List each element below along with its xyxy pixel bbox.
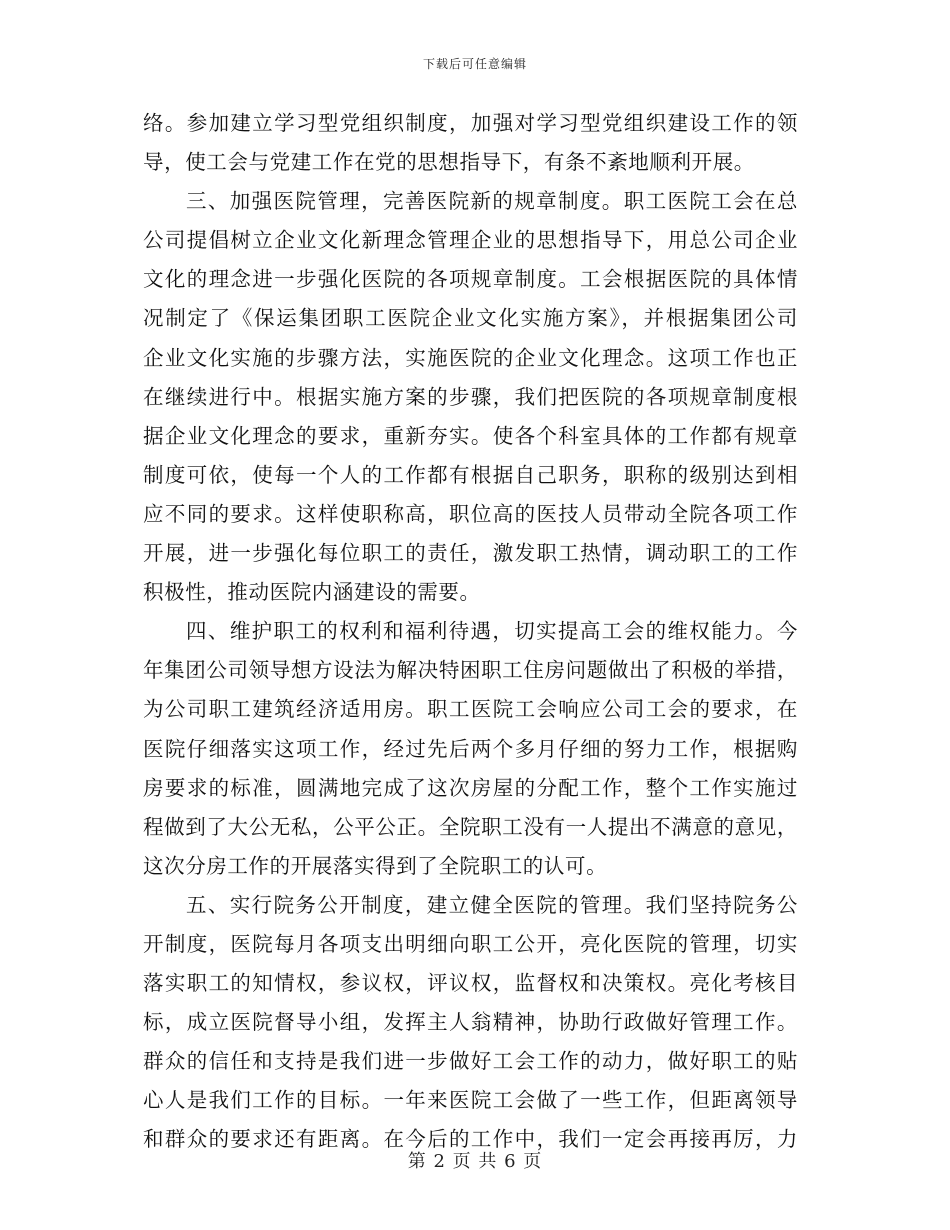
text-line: 制度可依，使每一个人的工作都有根据自己职务，职称的级别达到相 [143, 462, 798, 487]
text-line: 况制定了《保运集团职工医院企业文化实施方案》，并根据集团公司 [143, 306, 798, 331]
text-line: 标，成立医院督导小组，发挥主人翁精神，协助行政做好管理工作。 [143, 1010, 798, 1035]
text-line: 年集团公司领导想方设法为解决特困职工住房问题做出了积极的举措， [143, 658, 798, 683]
text-line: 络。参加建立学习型党组织制度，加强对学习型党组织建设工作的领 [143, 111, 798, 135]
text-line: 落实职工的知情权，参议权，评议权，监督权和决策权。亮化考核目 [143, 971, 798, 996]
text-line: 据企业文化理念的要求，重新夯实。使各个科室具体的工作都有规章 [143, 423, 798, 448]
text-line: 这次分房工作的开展落实得到了全院职工的认可。 [143, 853, 608, 878]
text-line: 企业文化实施的步骤方法，实施医院的企业文化理念。这项工作也正 [143, 345, 798, 370]
text-line: 医院仔细落实这项工作，经过先后两个多月仔细的努力工作，根据购 [143, 736, 798, 761]
page-header: 下载后可任意编辑 [422, 57, 527, 71]
page-number-footer: 第 2 页 共 6 页 [407, 1151, 543, 1172]
text-line: 开制度，医院每月各项支出明细向职工公开，亮化医院的管理，切实 [143, 931, 798, 956]
text-line: 开展，进一步强化每位职工的责任，激发职工热情，调动职工的工作 [143, 541, 798, 566]
text-line: 程做到了大公无私，公平公正。全院职工没有一人提出不满意的意见， [143, 814, 798, 839]
text-line: 心人是我们工作的目标。一年来医院工会做了一些工作，但距离领导 [143, 1088, 798, 1113]
text-line: 为公司职工建筑经济适用房。职工医院工会响应公司工会的要求，在 [143, 697, 798, 722]
text-line: 积极性，推动医院内涵建设的需要。 [143, 580, 481, 605]
text-line: 群众的信任和支持是我们进一步做好工会工作的动力，做好职工的贴 [143, 1049, 798, 1074]
text-line: 文化的理念进一步强化医院的各项规章制度。工会根据医院的具体情 [143, 267, 798, 292]
paragraph-heading-line: 四、维护职工的权利和福利待遇，切实提高工会的维权能力。今 [186, 619, 798, 644]
paragraph-heading-line: 五、实行院务公开制度，建立健全医院的管理。我们坚持院务公 [186, 892, 798, 917]
paragraph-heading-line: 三、加强医院管理，完善医院新的规章制度。职工医院工会在总 [186, 189, 798, 214]
text-line: 在继续进行中。根据实施方案的步骤，我们把医院的各项规章制度根 [143, 384, 798, 409]
text-line: 房要求的标准，圆满地完成了这次房屋的分配工作，整个工作实施过 [143, 775, 798, 800]
text-line: 导，使工会与党建工作在党的思想指导下，有条不紊地顺利开展。 [143, 150, 755, 175]
document-body [143, 104, 798, 1160]
text-line: 公司提倡树立企业文化新理念管理企业的思想指导下，用总公司企业 [143, 228, 798, 253]
text-line: 和群众的要求还有距离。在今后的工作中，我们一定会再接再厉，力 [143, 1127, 798, 1152]
text-line: 应不同的要求。这样使职称高，职位高的医技人员带动全院各项工作 [143, 501, 798, 526]
